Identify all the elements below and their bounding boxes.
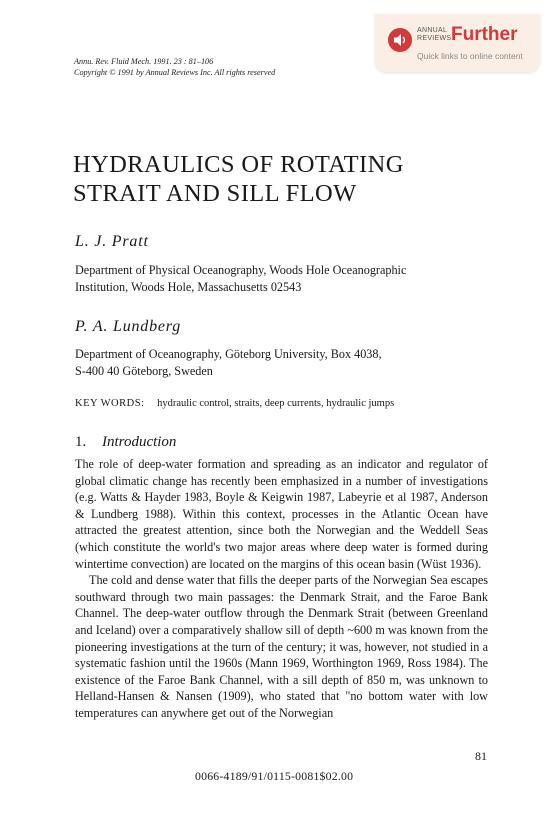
speaker-icon — [387, 27, 413, 53]
page-number: 81 — [475, 749, 487, 763]
citation-line: Annu. Rev. Fluid Mech. 1991. 23 : 81–106 — [74, 57, 214, 66]
paragraph: The cold and dense water that fills the deeper parts of the Norwegian Sea escapes southward through two main passages: the Denmark Strait, and the Faroe Bank Channel. The deep-water outflow through the Denmark Strait (between Greenland and Iceland) over a comparatively shallow sill of depth ~600 m was known from the pioneering investigations at the turn of the century; it was, however, not studied in a systematic fashion until the 1960s (Mann 1969, Worthington 1969, Ross 1984). The existence of the Faroe Bank Channel, with a sill depth of 850 m, was unknown to Helland-Hansen & Nansen (1909), who stated that "no bottom water with low temperatures can anywhere get out of the Norwegian — [75, 573, 488, 720]
annual-reviews-label: ANNUAL REVIEWS — [417, 27, 452, 42]
footer-code: 0066-4189/91/0115-0081$02.00 — [195, 769, 354, 783]
keywords-label: KEY WORDS: — [75, 398, 145, 409]
section-name: Introduction — [102, 434, 177, 450]
section-number: 1. — [75, 434, 87, 450]
paragraph: The role of deep-water formation and spreading as an indicator and regulator of global climatic change has recently been emphasized in a number of investigations (e.g. Watts & Hayder 1983, Boyle & Keigwin 1987, Labeyrie et al 1987, Anderson & Lundberg 1988). Within this context, processes in the Atlantic Ocean have attracted the greatest attention, since both the Norwegian and the Weddell Seas (which constitute the world's two major areas where deep water is formed during wintertime convection) are located on the margins of this ocean basin (Wüst 1936). — [75, 457, 488, 571]
copyright-line: Copyright © 1991 by Annual Reviews Inc. All rights reserved — [74, 67, 276, 77]
author-name: L. J. Pratt — [75, 233, 149, 250]
further-badge[interactable] — [375, 14, 540, 72]
body-text — [75, 456, 488, 722]
author-name: P. A. Lundberg — [75, 318, 182, 335]
section-heading — [75, 434, 176, 451]
badge-tagline: Quick links to online content — [417, 51, 523, 61]
journal-citation — [74, 57, 275, 78]
article-title: HYDRAULICS OF ROTATING STRAIT AND SILL FLOW — [73, 151, 404, 207]
author-affiliation: Department of Oceanography, Göteborg University, Box 4038, S-400 40 Göteborg, Sweden — [75, 347, 382, 378]
author-affiliation: Department of Physical Oceanography, Woods Hole Oceanographic Institution, Woods Hole, Massachusetts 02543 — [75, 263, 407, 294]
keywords — [75, 398, 394, 409]
keywords-text: hydraulic control, straits, deep currents, hydraulic jumps — [157, 398, 395, 409]
further-label: Further — [451, 24, 518, 45]
